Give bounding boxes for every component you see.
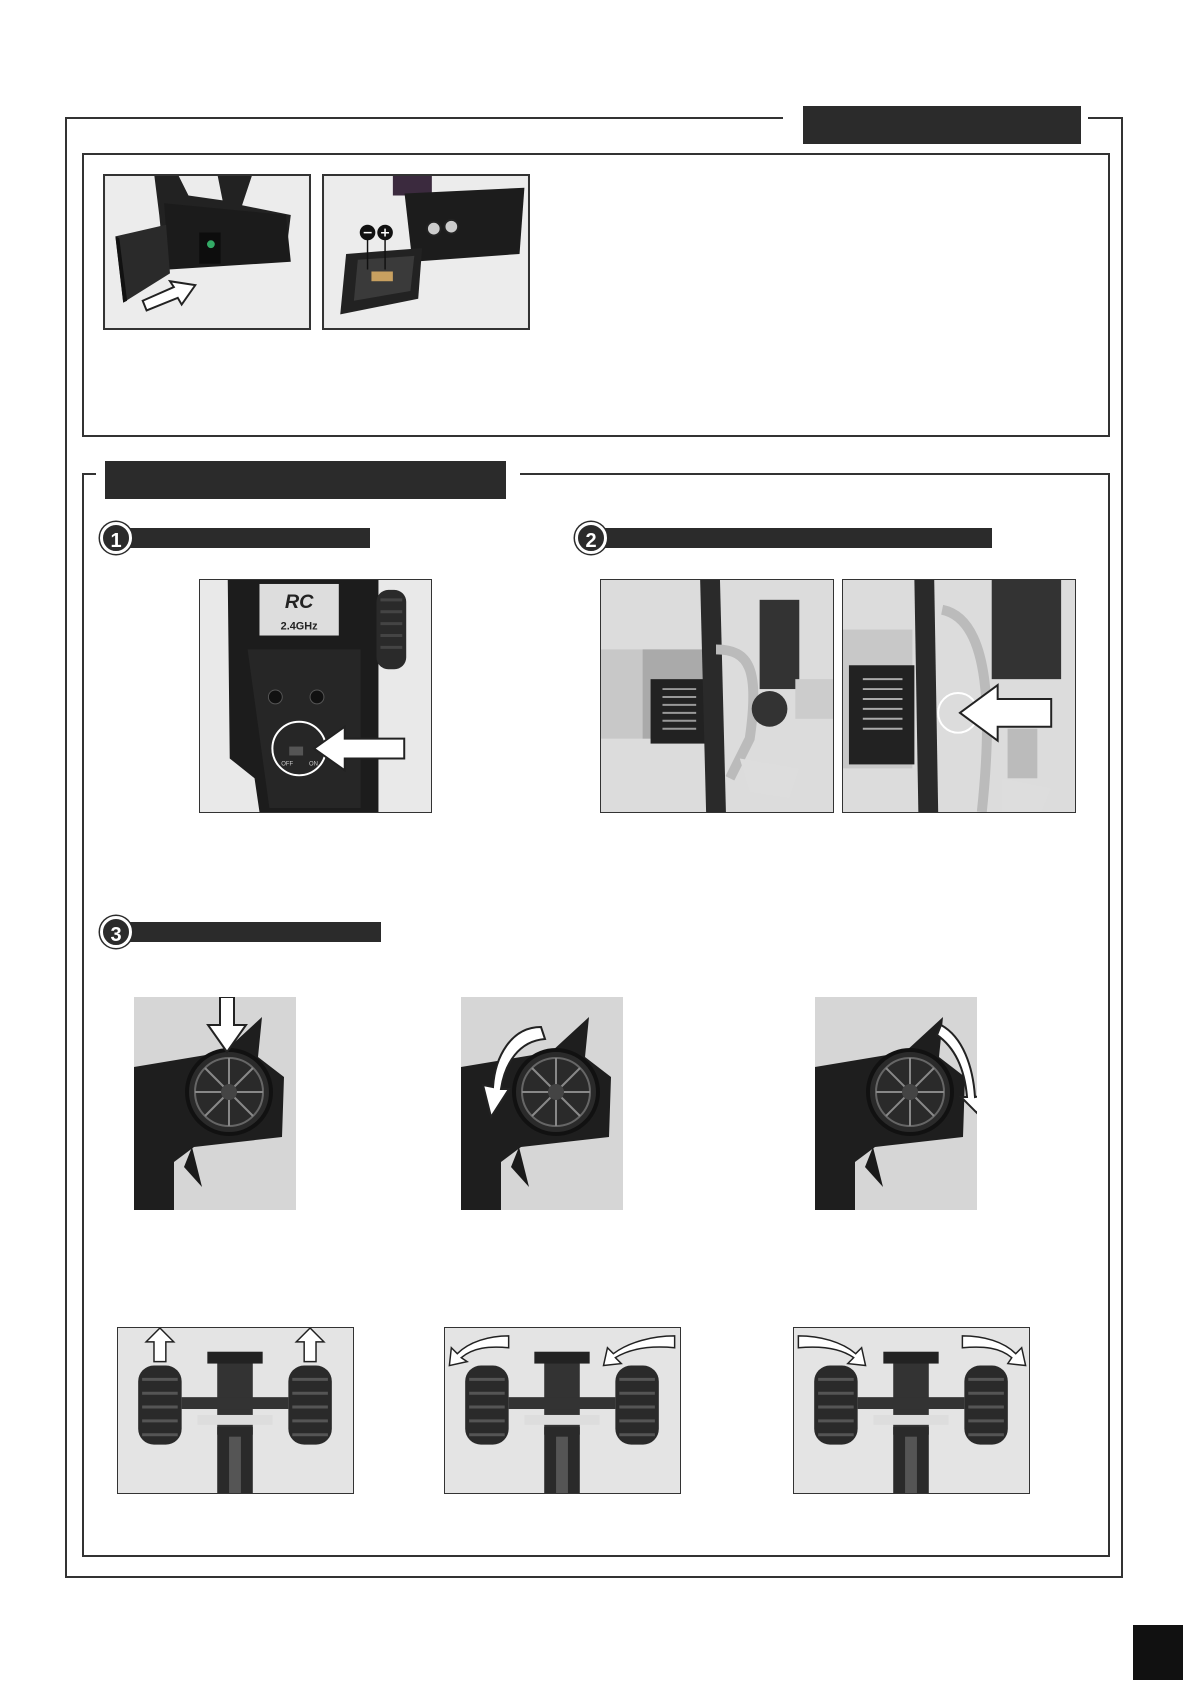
car-chassis-illustration-1 [601,580,833,812]
wheels-right-photo [793,1327,1030,1494]
step-1-badge: 1 [100,522,132,554]
wheels-straight-photo [117,1327,354,1494]
operation-section-header-bar [105,461,506,499]
controller-band-text: 2.4GHz [280,620,318,633]
controller-brand-text: RC [284,590,314,613]
step-1-label-bar [125,528,370,548]
wheels-right-illustration [794,1328,1029,1493]
battery-cover-photo [103,174,311,330]
battery-compartment-illustration [324,176,528,328]
steering-neutral-illustration [134,997,296,1210]
switch-off-label: OFF [281,761,294,768]
page-number-block [1133,1625,1183,1680]
wheels-left-photo [444,1327,681,1494]
step-3-badge: 3 [100,916,132,948]
page-title-bar [803,106,1081,144]
step-2-badge: 2 [575,522,607,554]
car-chassis-illustration-2 [843,580,1075,812]
minus-symbol: − [362,224,373,240]
transmitter-switch-photo [199,579,432,813]
switch-on-label: ON [309,761,318,768]
battery-cover-illustration [105,176,309,328]
battery-compartment-photo [322,174,530,330]
steering-wheel-neutral-photo [134,997,296,1210]
transmitter-switch-illustration [200,580,431,812]
car-chassis-photo-2 [842,579,1076,813]
plus-symbol: + [379,224,391,240]
steering-left-illustration [461,997,623,1210]
wheels-straight-illustration [118,1328,353,1493]
steering-wheel-left-photo [461,997,623,1210]
step-3-label-bar [125,922,381,942]
steering-right-illustration [815,997,977,1210]
wheels-left-illustration [445,1328,680,1493]
car-chassis-photo-1 [600,579,834,813]
step-2-label-bar [600,528,992,548]
steering-wheel-right-photo [815,997,977,1210]
